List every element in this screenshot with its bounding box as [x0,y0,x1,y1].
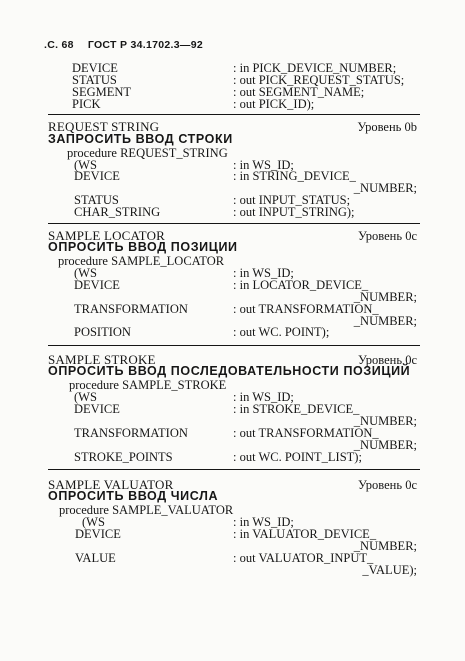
level-label: Уровень 0с [358,229,417,243]
param-row [0,325,465,339]
param-type: : out VALUATOR_INPUT_ [233,551,374,565]
param-type: : out PICK_ID); [233,97,315,111]
param-type: : out WC. POINT); [233,325,330,339]
function-title: SAMPLE STROKE [48,352,156,367]
param-type: : in STROKE_DEVICE_ [233,402,360,416]
param-type: : in PICK_DEVICE_NUMBER; [233,61,397,75]
param-name: VALUE [75,551,116,565]
procedure-name: procedure SAMPLE_STROKE [69,378,227,392]
procedure-name: procedure REQUEST_STRING [67,146,228,160]
section-divider [48,469,420,470]
param-name: PICK [72,97,101,111]
param-name: DEVICE [74,278,120,292]
param-type-continuation: _NUMBER; [353,181,417,195]
param-type: : out SEGMENT_NAME; [233,85,365,99]
param-name: STATUS [72,73,117,87]
param-row [0,205,465,219]
param-row [0,97,465,111]
param-type: : out PICK_REQUEST_STATUS; [233,73,405,87]
param-name: TRANSFORMATION [74,426,188,440]
param-type: : in WS_ID; [233,266,294,280]
function-title: SAMPLE LOCATOR [48,228,166,243]
procedure-name: procedure SAMPLE_VALUATOR [59,503,234,517]
param-type: : in WS_ID; [233,515,294,529]
param-row [0,563,465,577]
param-name: STROKE_POINTS [74,450,173,464]
param-name: (WS [74,158,97,172]
param-name: STATUS [74,193,119,207]
param-name: TRANSFORMATION [74,302,188,316]
level-label: Уровень 0с [358,478,417,492]
param-name: POSITION [74,325,131,339]
function-title: SAMPLE VALUATOR [48,477,174,492]
function-title-ru: ОПРОСИТЬ ВВОД ЧИСЛА [48,489,219,503]
param-type: : out WC. POINT_LIST); [233,450,362,464]
function-title: REQUEST STRING [48,119,160,134]
param-name: CHAR_STRING [74,205,161,219]
function-title-ru: ЗАПРОСИТЬ ВВОД СТРОКИ [48,132,233,146]
param-type: : in LOCATOR_DEVICE_ [233,278,369,292]
param-type: : out TRANSFORMATION_ [233,426,379,440]
param-name: DEVICE [72,61,118,75]
param-type: : out TRANSFORMATION_ [233,302,379,316]
section-divider [48,223,420,224]
param-name: SEGMENT [72,85,132,99]
param-type: : in STRING_DEVICE_ [233,169,356,183]
param-type: : in VALUATOR_DEVICE_ [233,527,377,541]
param-type-continuation: _NUMBER; [353,414,417,428]
procedure-name: procedure SAMPLE_LOCATOR [58,254,225,268]
param-name: DEVICE [75,527,121,541]
param-name: (WS [82,515,105,529]
param-name: (WS [74,266,97,280]
param-type: : out INPUT_STATUS; [233,193,351,207]
param-type: : in WS_ID; [233,390,294,404]
level-label: Уровень 0b [357,120,417,134]
param-name: DEVICE [74,169,120,183]
standard-number: ГОСТ Р 34.1702.3—92 [87,39,203,51]
function-title-ru: ОПРОСИТЬ ВВОД ПОСЛЕДОВАТЕЛЬНОСТИ ПОЗИЦИЙ [48,364,411,378]
param-row [0,450,465,464]
level-label: Уровень 0с [358,353,417,367]
section-divider [48,114,420,115]
page-header [44,39,203,51]
function-title-ru: ОПРОСИТЬ ВВОД ПОЗИЦИИ [48,240,238,254]
param-type-continuation: _NUMBER; [353,438,417,452]
page-number: .С. 68 [44,39,74,51]
param-type: : out INPUT_STRING); [233,205,355,219]
param-type-continuation: _NUMBER; [353,290,417,304]
param-name: DEVICE [74,402,120,416]
section-divider [48,345,420,346]
param-type: : in WS_ID; [233,158,294,172]
param-type-continuation: _VALUE); [362,563,417,577]
param-type-continuation: _NUMBER; [353,314,417,328]
param-name: (WS [74,390,97,404]
param-type-continuation: _NUMBER; [353,539,417,553]
